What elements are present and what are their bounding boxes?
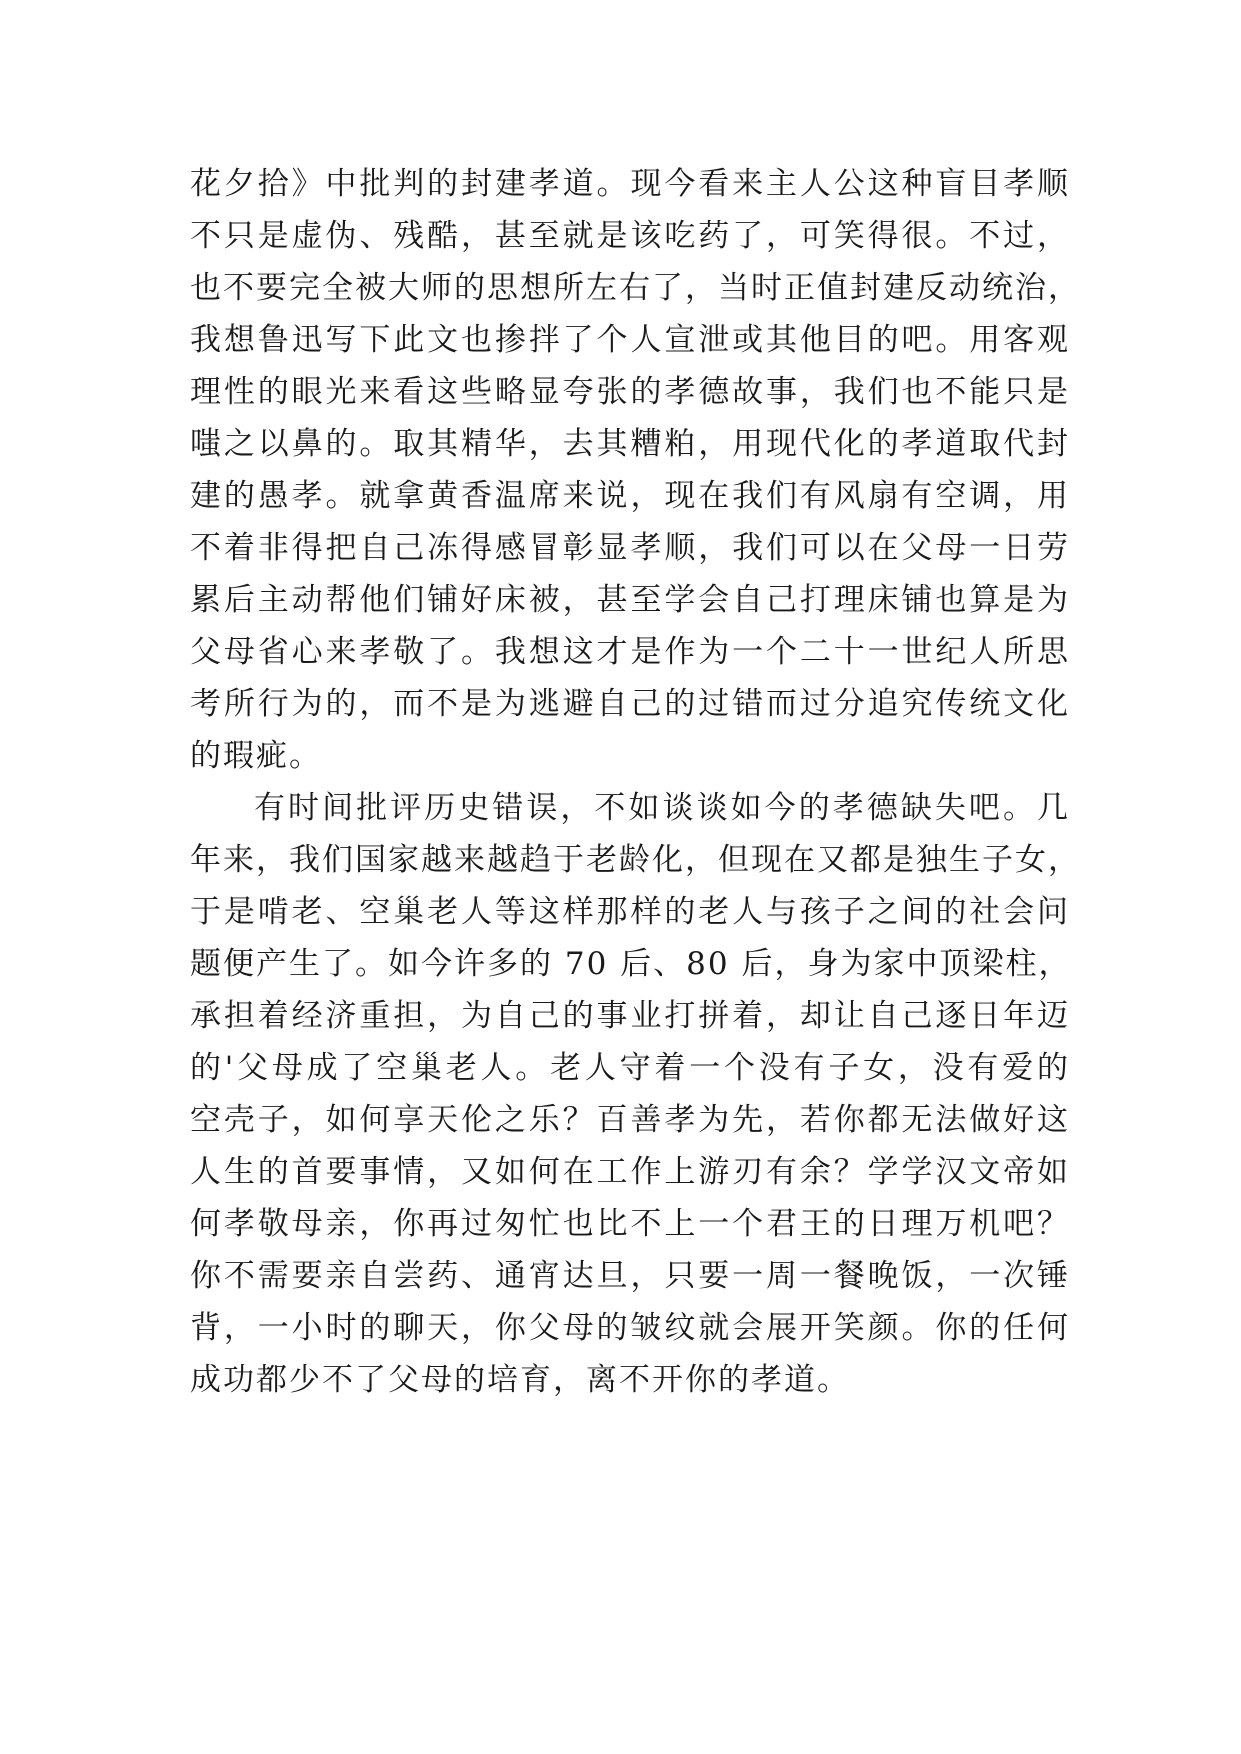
text-line: 人生的首要事情，又如何在工作上游刃有余？学学汉文帝如 bbox=[190, 1154, 1070, 1190]
document-body bbox=[190, 158, 1081, 1406]
paragraph-2 bbox=[190, 782, 1081, 1406]
text-line: 也不要完全被大师的思想所左右了，当时正值封建反动统治， bbox=[190, 270, 1081, 306]
text-line: 的'父母成了空巢老人。老人守着一个没有子女，没有爱的 bbox=[190, 1050, 1070, 1086]
text-line: 你不需要亲自尝药、通宵达旦，只要一周一餐晚饭，一次锤 bbox=[190, 1258, 1070, 1294]
text-line: 累后主动帮他们铺好床被，甚至学会自己打理床铺也算是为 bbox=[190, 582, 1070, 618]
text-line: 父母省心来孝敬了。我想这才是作为一个二十一世纪人所思 bbox=[190, 634, 1070, 670]
text-line: 花夕拾》中批判的封建孝道。现今看来主人公这种盲目孝顺 bbox=[190, 166, 1070, 202]
text-line: 建的愚孝。就拿黄香温席来说，现在我们有风扇有空调，用 bbox=[190, 478, 1070, 514]
text-line: 空壳子，如何享天伦之乐？百善孝为先，若你都无法做好这 bbox=[190, 1102, 1070, 1138]
text-line: 承担着经济重担，为自己的事业打拼着，却让自己逐日年迈 bbox=[190, 998, 1070, 1034]
text-line: 我想鲁迅写下此文也掺拌了个人宣泄或其他目的吧。用客观 bbox=[190, 322, 1070, 358]
text-line: 的瑕疵。 bbox=[190, 738, 322, 774]
text-line: 不只是虚伪、残酷，甚至就是该吃药了，可笑得很。不过， bbox=[190, 218, 1070, 254]
text-line: 理性的眼光来看这些略显夸张的孝德故事，我们也不能只是 bbox=[190, 374, 1070, 410]
text-line: 不着非得把自己冻得感冒彰显孝顺，我们可以在父母一日劳 bbox=[190, 530, 1070, 566]
paragraph-1 bbox=[190, 158, 1081, 782]
text-line: 有时间批评历史错误，不如谈谈如今的孝德缺失吧。几 bbox=[254, 790, 1070, 826]
text-line: 嗤之以鼻的。取其精华，去其糟粕，用现代化的孝道取代封 bbox=[190, 426, 1070, 462]
text-line: 何孝敬母亲，你再过匆忙也比不上一个君王的日理万机吧？ bbox=[190, 1206, 1070, 1242]
text-line: 年来，我们国家越来越趋于老龄化，但现在又都是独生子女， bbox=[190, 842, 1081, 878]
text-line: 于是啃老、空巢老人等这样那样的老人与孩子之间的社会问 bbox=[190, 894, 1070, 930]
text-line: 背，一小时的聊天，你父母的皱纹就会展开笑颜。你的任何 bbox=[190, 1310, 1070, 1346]
text-line: 成功都少不了父母的培育，离不开你的孝道。 bbox=[190, 1362, 850, 1398]
text-line: 考所行为的，而不是为逃避自己的过错而过分追究传统文化 bbox=[190, 686, 1070, 722]
text-line: 题便产生了。如今许多的 70 后、80 后，身为家中顶梁柱， bbox=[190, 946, 1072, 982]
